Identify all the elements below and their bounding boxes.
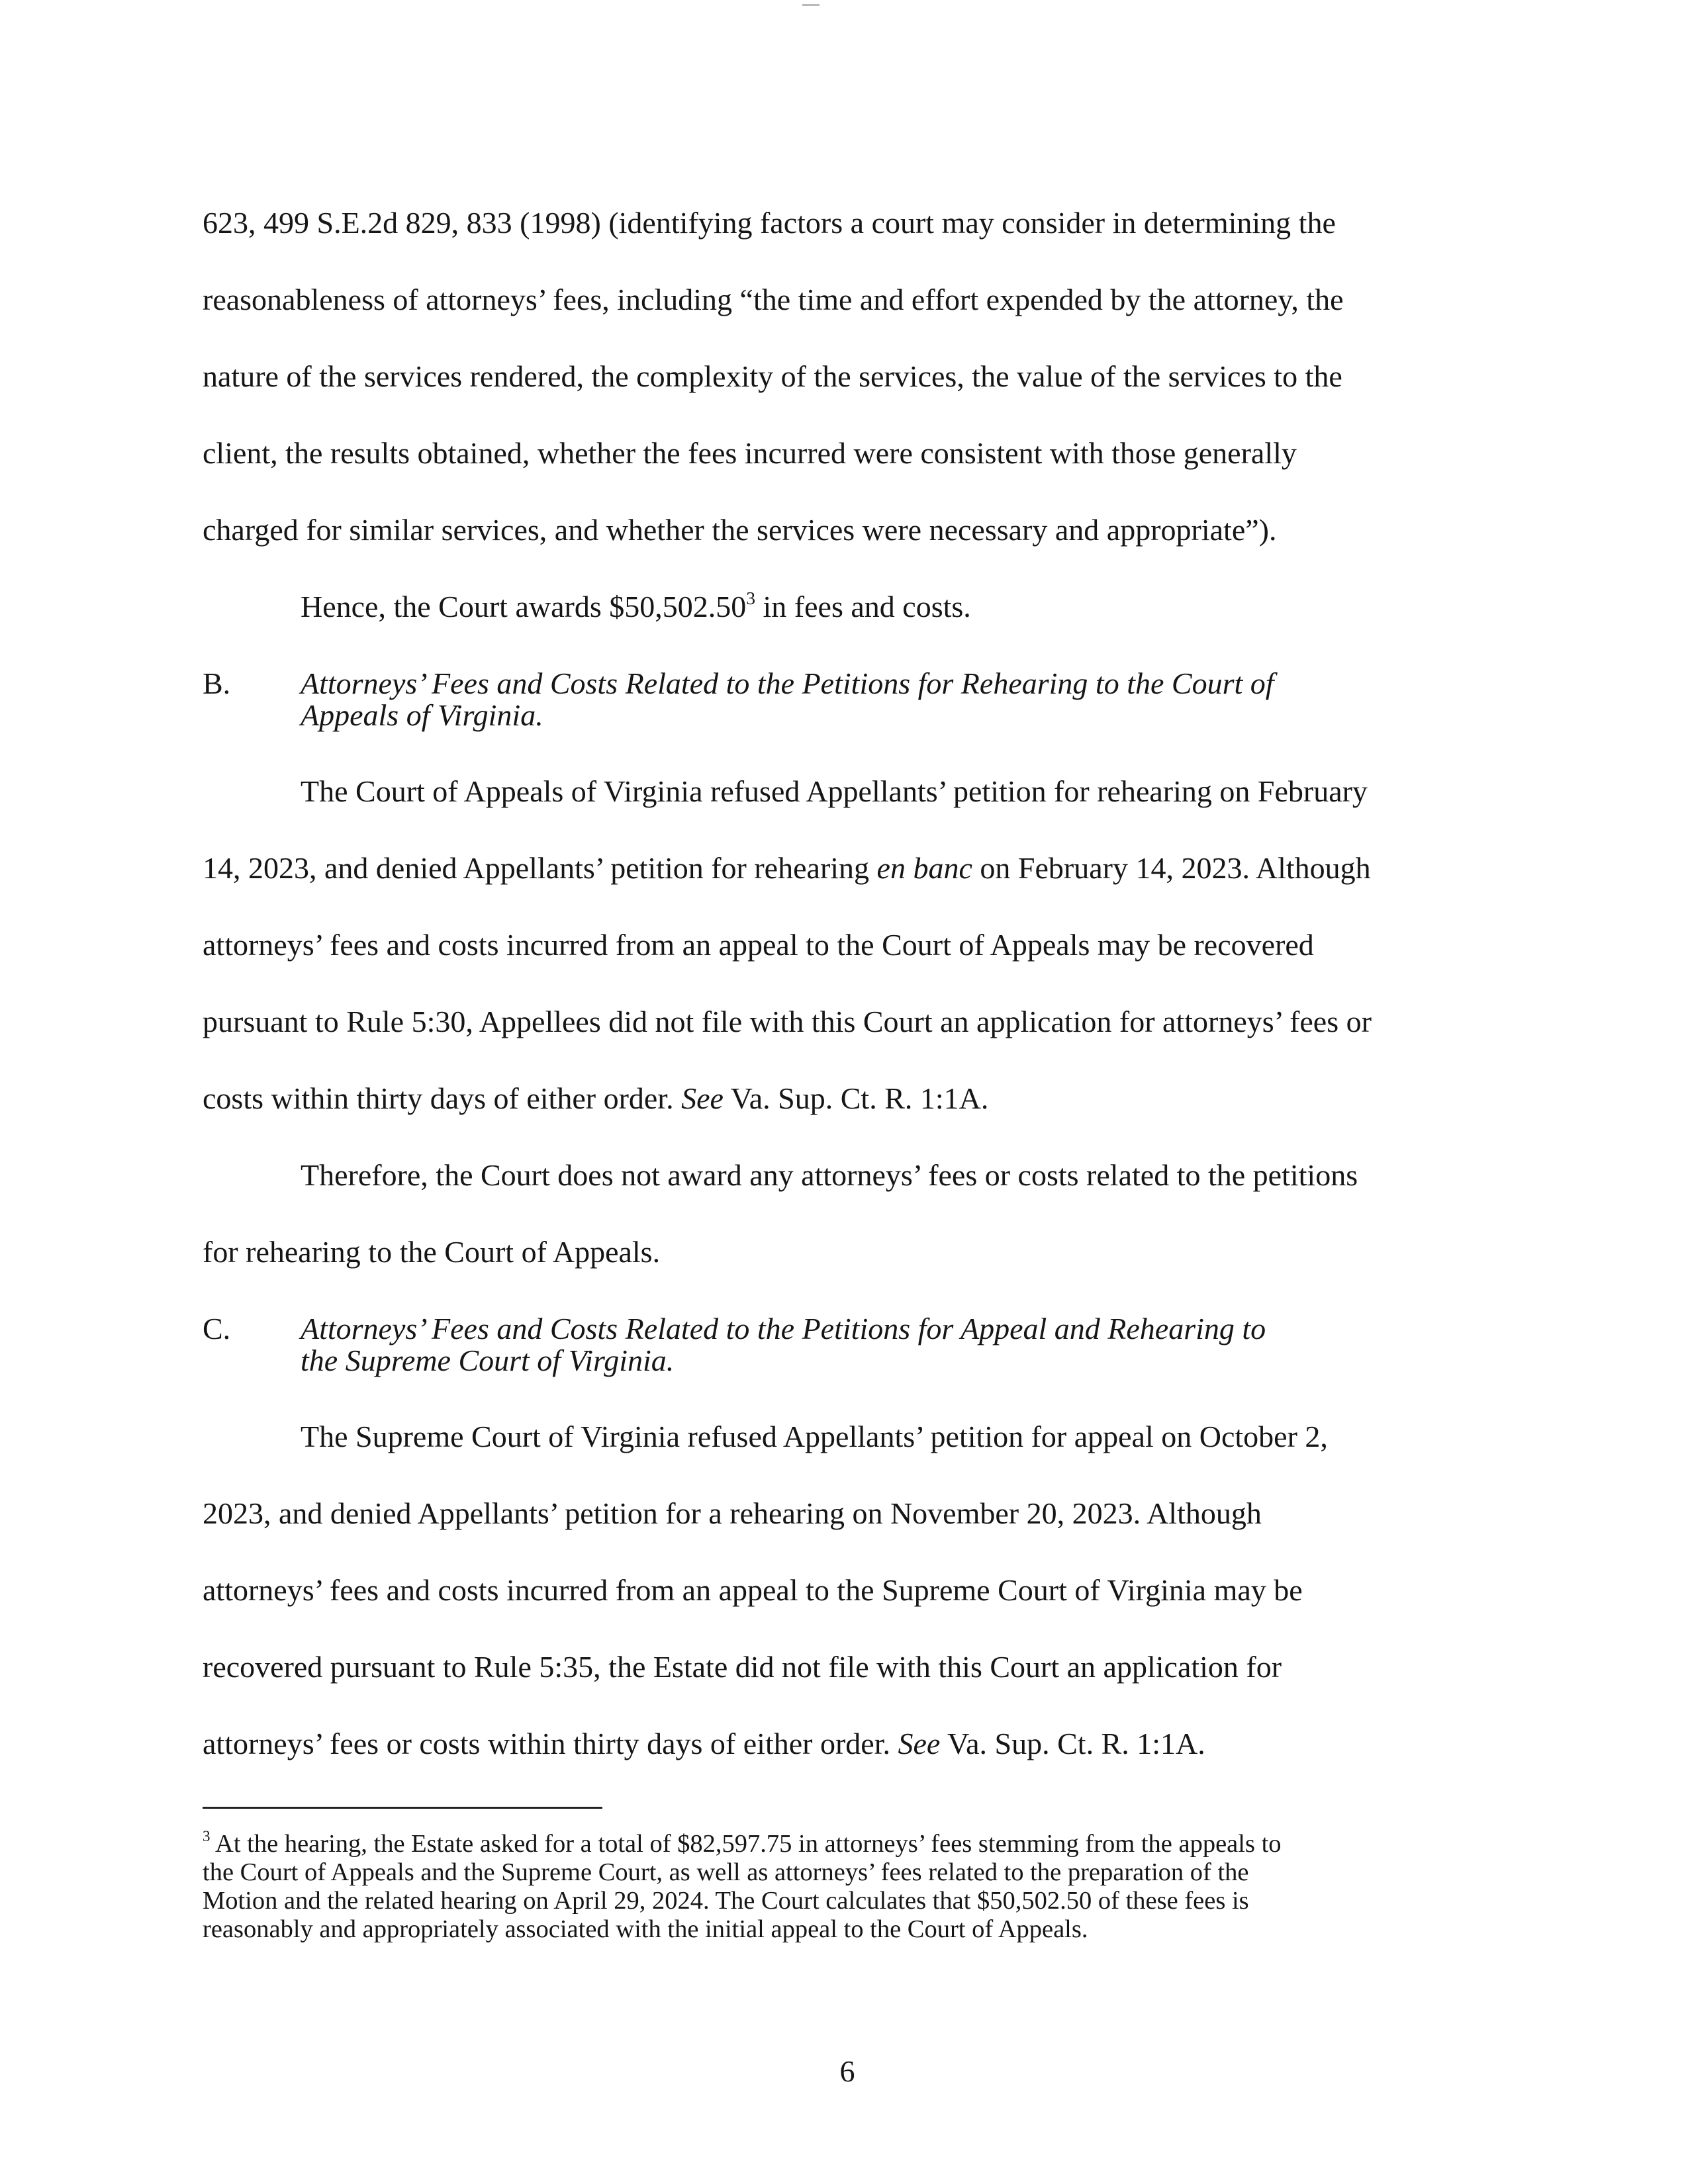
text-run: Va. Sup. Ct. R. 1:1A. [940,1727,1205,1760]
section-b-label: B. [203,666,231,700]
body-line: pursuant to Rule 5:30, Appellees did not file with this Court an application for attorneys’ fees or [203,1005,1372,1038]
award-text: Hence, the Court awards $50,502.50 [301,590,747,623]
body-line: 623, 499 S.E.2d 829, 833 (1998) (identifying factors a court may consider in determining the [203,206,1336,240]
section-b-heading: Appeals of Virginia. [301,698,543,732]
body-line: attorneys’ fees and costs incurred from an appeal to the Supreme Court of Virginia may be [203,1573,1303,1607]
italic-signal: See [898,1727,941,1760]
body-line: for rehearing to the Court of Appeals. [203,1235,661,1269]
text-run: 14, 2023, and denied Appellants’ petition for rehearing [203,851,877,885]
footnote-reference: 3 [746,587,756,608]
text-run: Va. Sup. Ct. R. 1:1A. [723,1081,989,1115]
section-b-heading: Attorneys’ Fees and Costs Related to the Petitions for Rehearing to the Court of [301,666,1274,700]
body-line: nature of the services rendered, the complexity of the services, the value of the services to the [203,359,1342,393]
section-c-label: C. [203,1312,231,1345]
text-run: attorneys’ fees or costs within thirty days of either order. [203,1727,898,1760]
footnote-line: Motion and the related hearing on April 29, 2024. The Court calculates that $50,502.50 of these fees is [203,1887,1249,1915]
body-line: The Court of Appeals of Virginia refused Appellants’ petition for rehearing on February [301,774,1368,808]
award-text-end: in fees and costs. [755,590,971,623]
body-line [203,1727,1205,1761]
body-line: The Supreme Court of Virginia refused Appellants’ petition for appeal on October 2, [301,1420,1328,1453]
body-line: attorneys’ fees and costs incurred from an appeal to the Court of Appeals may be recovered [203,928,1314,962]
body-line [203,851,1371,886]
body-line: charged for similar services, and whether the services were necessary and appropriate”). [203,513,1277,547]
footnote-text: At the hearing, the Estate asked for a total of $82,597.75 in attorneys’ fees stemming from the appeals to [210,1830,1282,1858]
body-line: Therefore, the Court does not award any attorneys’ fees or costs related to the petitions [301,1158,1358,1192]
body-line [203,1081,988,1116]
footnote-line [203,1827,1282,1858]
award-sentence [301,587,971,624]
section-c-heading: the Supreme Court of Virginia. [301,1343,675,1377]
footnote-separator [203,1807,602,1809]
scan-mark [802,4,820,6]
italic-term: en banc [876,851,972,885]
italic-signal: See [681,1081,724,1115]
footnote-line: reasonably and appropriately associated with the initial appeal to the Court of Appeals. [203,1915,1088,1943]
text-run: costs within thirty days of either order. [203,1081,682,1115]
text-run: on February 14, 2023. Although [972,851,1371,885]
body-line: client, the results obtained, whether the fees incurred were consistent with those generally [203,436,1297,470]
section-c-heading: Attorneys’ Fees and Costs Related to the Petitions for Appeal and Rehearing to [301,1312,1266,1345]
body-line: recovered pursuant to Rule 5:35, the Estate did not file with this Court an application for [203,1650,1282,1684]
footnote-line: the Court of Appeals and the Supreme Court, as well as attorneys’ fees related to the preparation of the [203,1858,1249,1886]
body-line: 2023, and denied Appellants’ petition for a rehearing on November 20, 2023. Although [203,1496,1262,1530]
footnote-marker: 3 [203,1827,211,1844]
body-line: reasonableness of attorneys’ fees, including “the time and effort expended by the attorney, the [203,283,1344,316]
page-number: 6 [839,2054,855,2088]
